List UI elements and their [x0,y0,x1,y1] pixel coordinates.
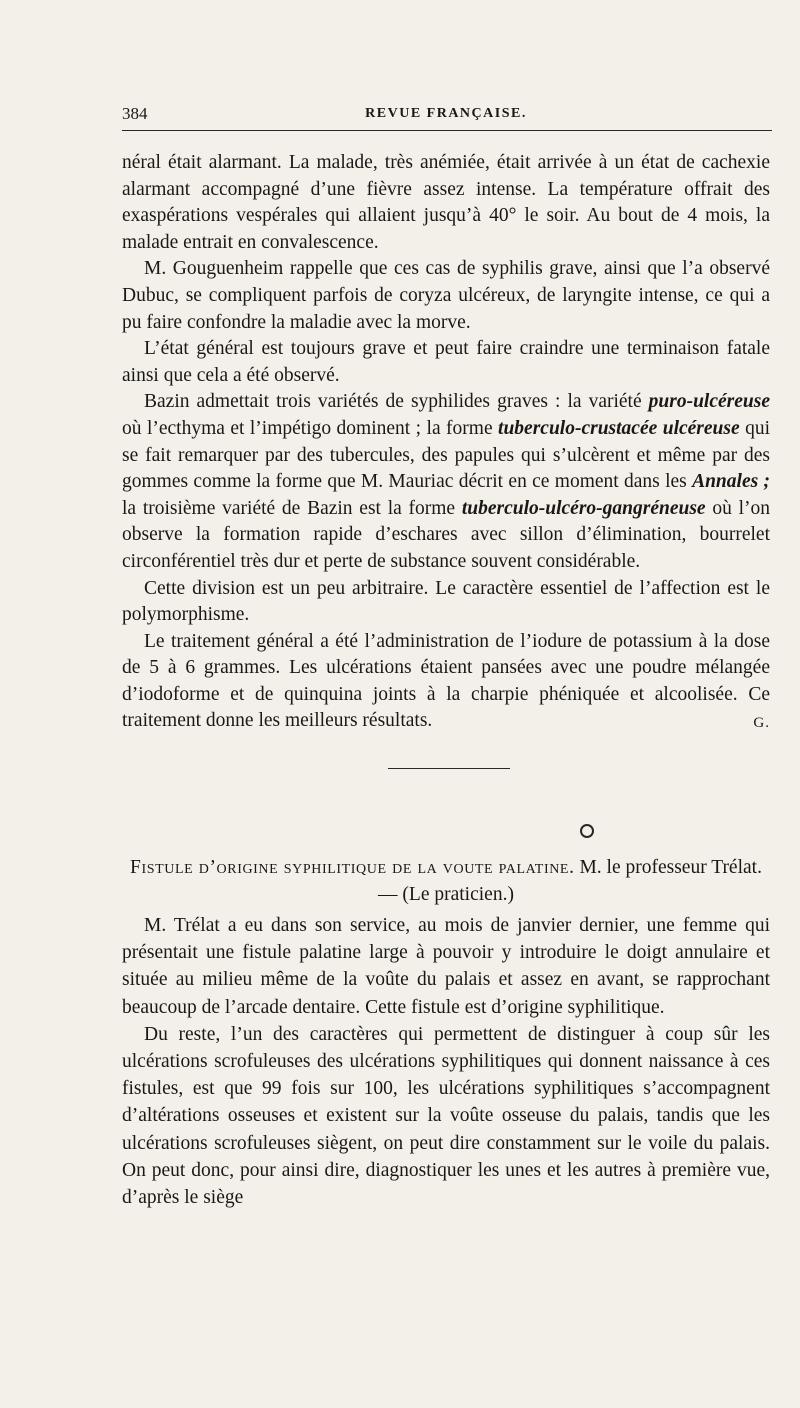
paragraph: M. Gouguenheim rappelle que ces cas de syphilis grave, ainsi que l’a observé Dubuc, se compliquent parfois de coryza ulcéreux, de laryngite intense, ce qui a pu faire confondre la maladie avec la morve. [122,258,770,333]
text-run: où l’on observe la formation rapide d’eschares avec sillon d’élimination, bourrelet circonférentiel très dur et perte de substance souvent considérable. [122,497,770,572]
paragraph [122,629,770,735]
italic-term: Annales ; [692,471,771,493]
paragraph [122,389,770,575]
article-title: Fistule d’origine syphilitique de la voute palatine. [130,857,575,878]
text-run: qui se fait remarquer par des tubercules, des papules qui s’ulcèrent et même par des gommes comme la forme que M. Mauriac décrit en ce moment dans les [122,417,770,493]
article-heading [122,855,770,908]
paragraph: M. Trélat a eu dans son service, au mois de janvier dernier, une femme qui présentait une fistule palatine large à pouvoir y introduire le doigt annulaire et située au milieu même de la voûte du palais et assez en avant, se rapprochant beaucoup de l’arcade dentaire. Cette fistule est d’origine syphilitique. [122,915,770,1018]
ornament-circle [580,824,594,838]
paragraph: Du reste, l’un des caractères qui permettent de distinguer à coup sûr les ulcérations scrofuleuses des ulcérations syphilitiques qui donnent naissance à ces fistules, est que 99 fois sur 100, les ulcérations syphilitiques s’accompagnent d’altérations osseuses et existent sur la voûte osseuse du palais, tandis que les ulcérations scrofuleuses siègent, on peut dire constamment sur le voile du palais. On peut donc, pour ainsi dire, diagnostiquer les unes et les autres à première vue, d’après le siège [122,1023,770,1209]
page-number: 384 [122,104,148,123]
running-head: REVUE FRANÇAISE. [365,106,527,121]
article-author: M. le professeur Trélat. [579,857,762,878]
italic-term: puro-ulcéreuse [648,391,770,413]
text-run: où l’ecthyma et l’impétigo dominent ; la forme [122,417,499,439]
signature: G. [753,715,770,732]
paragraph: néral était alarmant. La malade, très anémiée, était arrivée à un état de cachexie alarmant accompagné d’une fièvre assez intense. La température offrait des exaspérations vespérales qui allaient jusqu’à 40° le soir. Au bout de 4 mois, la malade entrait en convalescence. [122,152,770,253]
page-header [122,104,770,130]
italic-term: tuberculo-ulcéro-gangréneuse [461,497,706,519]
section-one [122,150,770,737]
text-run: Bazin admettait trois variétés de syphilides graves : la variété [144,391,649,413]
text-run: Le traitement général a été l’administration de l’iodure de potassium à la dose de 5 à 6 grammes. Les ulcérations étaient pansées avec une poudre mélangée d’iodoforme et de quinquina joints à la charpie phéniquée et alcoolisée. Ce traitement donne les meilleurs résultats. [122,630,770,732]
paragraph: Cette division est un peu arbitraire. Le caractère essentiel de l’affection est le polymorphisme. [122,577,770,626]
header-rule [122,130,772,131]
italic-term: tuberculo-crustacée ulcéreuse [498,417,740,439]
section-divider [388,768,510,769]
section-two [122,912,770,1211]
article-source: — (Le praticien.) [378,883,514,905]
text-run: la troisième variété de Bazin est la forme [122,497,462,519]
paragraph: L’état général est toujours grave et peut faire craindre une terminaison fatale ainsi que cela a été observé. [122,338,770,386]
